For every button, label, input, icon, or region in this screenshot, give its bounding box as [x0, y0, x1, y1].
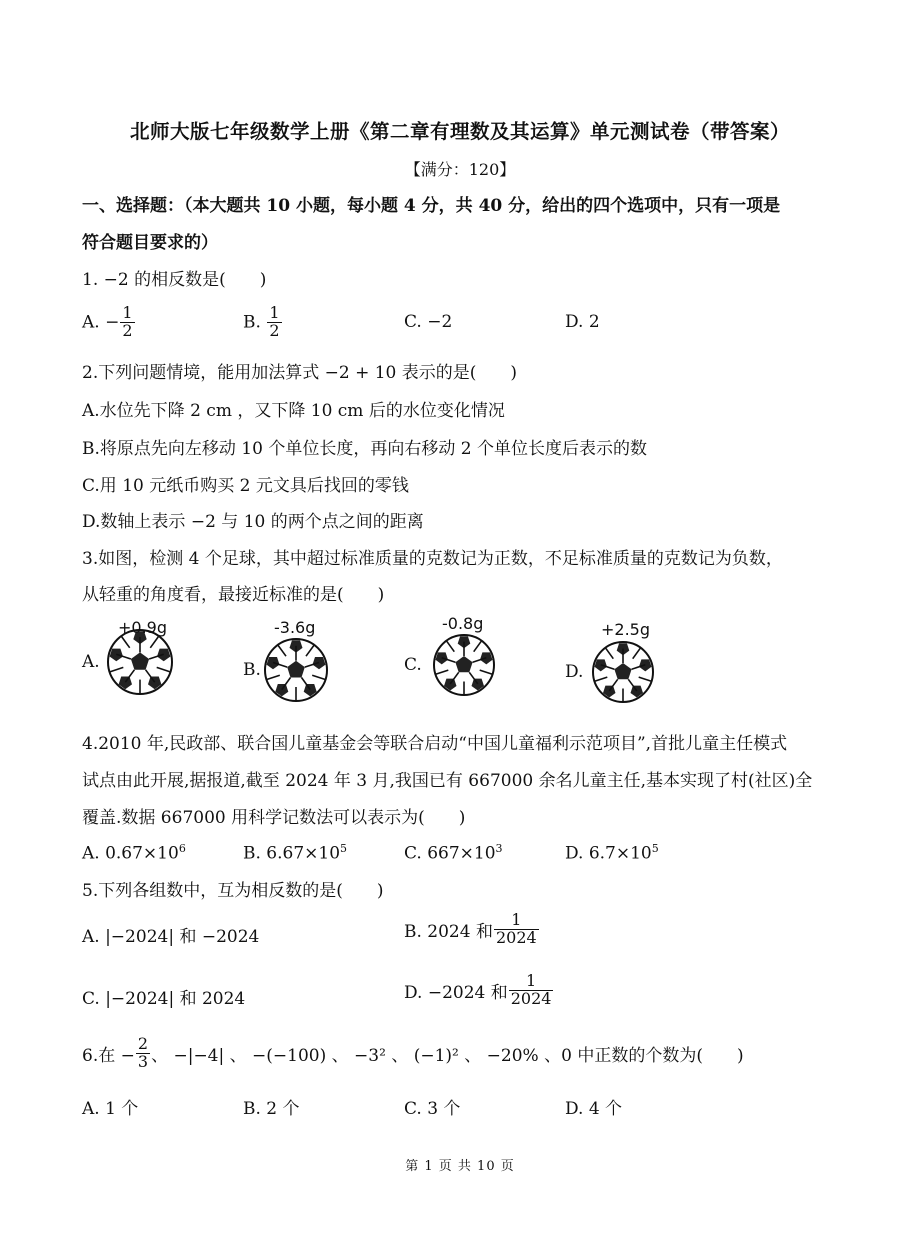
question-2-stem: 2.下列问题情境，能用加法算式 −2 + 10 表示的是( ): [82, 363, 518, 383]
question-5-option-a: A. |−2024| 和 −2024: [82, 927, 260, 947]
question-3-option-c: C.: [404, 655, 422, 675]
page-title: 北师大版七年级数学上册《第二章有理数及其运算》单元测试卷（带答案）: [129, 120, 790, 143]
ball-weight-label: -0.8g: [442, 614, 484, 633]
question-5-stem: 5.下列各组数中，互为相反数的是( ): [82, 881, 384, 901]
section-heading-line2: 符合题目要求的）: [82, 233, 218, 253]
question-6-stem: 6.在 − $\frac{2}{3}$ 、 −|−4| 、 −(−100) 、 −3² 、 (−1)² 、 −20% 、0 中正数的个数为( ): [82, 1034, 744, 1071]
question-4-line3: 覆盖.数据 667000 用科学记数法可以表示为( ): [82, 808, 466, 828]
question-5-option-d: D. −2024 和 $\frac{1}{2024}$: [404, 971, 552, 1008]
question-1-option-a: A. − $\frac{1}{2}$: [82, 303, 133, 340]
question-3-option-b: B.: [243, 660, 261, 680]
question-1-option-d: D. 2: [565, 312, 600, 332]
question-3-option-d: D.: [565, 662, 584, 682]
question-2-option-c: C.用 10 元纸币购买 2 元文具后找回的零钱: [82, 476, 409, 496]
question-1-option-c: C. −2: [404, 312, 453, 332]
question-2-option-a: A.水位先下降 2 cm ，又下降 10 cm 后的水位变化情况: [82, 401, 505, 421]
question-5-option-c: C. |−2024| 和 2024: [82, 989, 246, 1009]
question-4-option-c: C. $667\times 10^3$: [404, 842, 503, 864]
soccer-ball-icon: [106, 628, 174, 701]
soccer-ball-icon: [432, 633, 496, 702]
question-3-option-a: A.: [82, 652, 100, 672]
full-score: 【满分：120】: [404, 160, 516, 179]
section-heading-line1: 一、选择题：（本大题共 10 小题，每小题 4 分，共 40 分，给出的四个选项中，只有一项是: [82, 196, 781, 216]
page-footer: 第 1 页 共 10 页: [405, 1159, 515, 1174]
question-2-option-d: D.数轴上表示 −2 与 10 的两个点之间的距离: [82, 512, 424, 532]
question-6-option-d: D. 4 个: [565, 1099, 623, 1119]
question-3-line2: 从轻重的角度看，最接近标准的是( ): [82, 585, 385, 605]
question-3-line1: 3.如图，检测 4 个足球，其中超过标准质量的克数记为正数，不足标准质量的克数记为负数，: [82, 549, 783, 569]
ball-weight-label: +0.9g: [118, 618, 168, 637]
question-4-line2: 试点由此开展,据报道,截至 2024 年 3 月,我国已有 667000 余名儿童主任,基本实现了村(社区)全: [82, 771, 813, 791]
question-4-option-a: A. $0.67\times 10^6$: [82, 842, 186, 864]
ball-weight-label: +2.5g: [601, 620, 651, 639]
question-2-option-b: B.将原点先向左移动 10 个单位长度，再向右移动 2 个单位长度后表示的数: [82, 439, 647, 459]
question-4-option-b: B. $6.67\times 10^5$: [243, 842, 348, 864]
question-6-option-b: B. 2 个: [243, 1099, 300, 1119]
question-4-option-d: D. $6.7\times 10^5$: [565, 842, 659, 864]
soccer-ball-icon: [263, 637, 329, 708]
ball-weight-label: -3.6g: [274, 618, 316, 637]
question-5-option-b: B. 2024 和 $\frac{1}{2024}$: [404, 910, 537, 947]
question-1-stem: 1. −2 的相反数是( ): [82, 270, 267, 290]
question-6-option-c: C. 3 个: [404, 1099, 461, 1119]
question-6-option-a: A. 1 个: [82, 1099, 139, 1119]
question-1-option-b: B. $\frac{1}{2}$: [243, 303, 280, 340]
question-4-line1: 4.2010 年,民政部、联合国儿童基金会等联合启动“中国儿童福利示范项目”,首批儿童主任模式: [82, 734, 788, 754]
soccer-ball-icon: [591, 640, 655, 709]
